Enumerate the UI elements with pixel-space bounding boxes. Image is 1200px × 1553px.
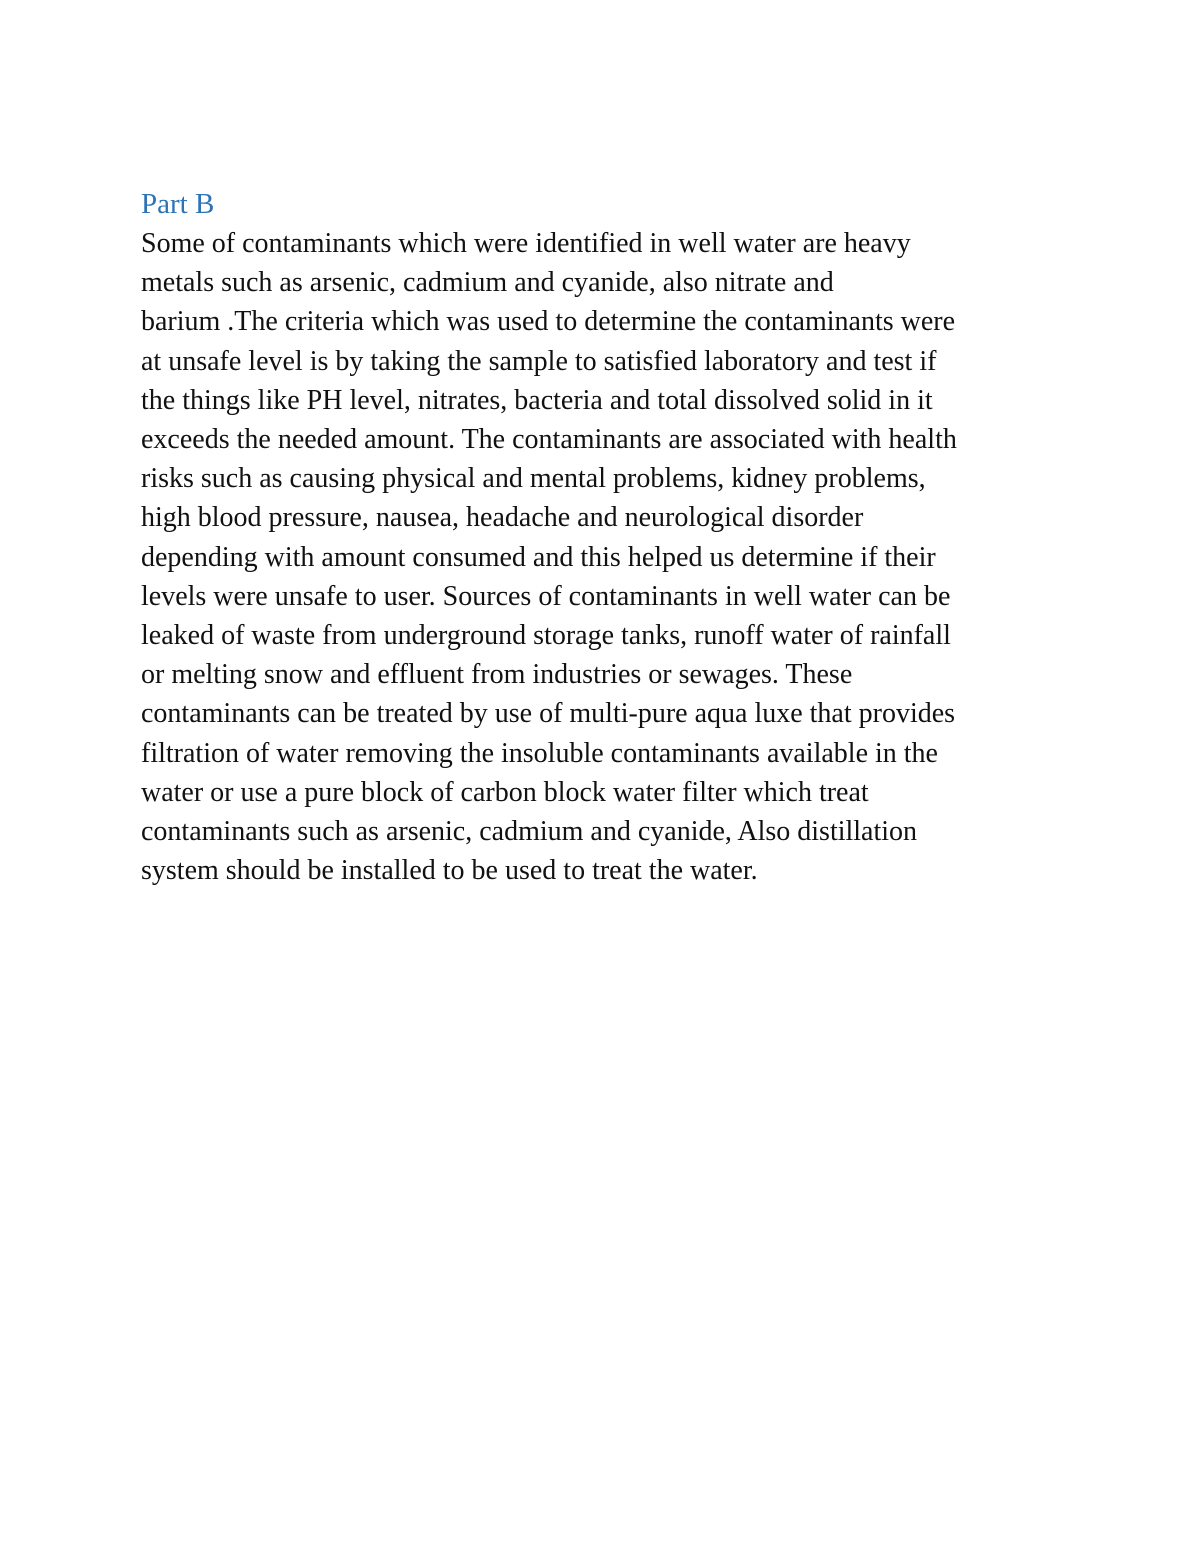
body-paragraph — [141, 224, 1081, 890]
paragraph-line: risks such as causing physical and mental problems, kidney problems, — [141, 463, 926, 495]
paragraph-line: filtration of water removing the insoluble contaminants available in the — [141, 737, 938, 769]
paragraph-line: leaked of waste from underground storage tanks, runoff water of rainfall — [141, 620, 951, 652]
paragraph-line: metals such as arsenic, cadmium and cyanide, also nitrate and — [141, 267, 834, 299]
paragraph-line: system should be installed to be used to treat the water. — [141, 855, 758, 887]
paragraph-line: barium .The criteria which was used to determine the contaminants were — [141, 306, 956, 338]
paragraph-line: at unsafe level is by taking the sample to satisfied laboratory and test if — [141, 345, 937, 377]
paragraph-line: depending with amount consumed and this helped us determine if their — [141, 541, 936, 573]
paragraph-line: contaminants can be treated by use of multi-pure aqua luxe that provides — [141, 698, 956, 730]
paragraph-line: high blood pressure, nausea, headache and neurological disorder — [141, 502, 864, 534]
paragraph-line: levels were unsafe to user. Sources of contaminants in well water can be — [141, 580, 951, 612]
paragraph-line: exceeds the needed amount. The contaminants are associated with health — [141, 424, 957, 456]
paragraph-line: the things like PH level, nitrates, bacteria and total dissolved solid in it — [141, 384, 933, 416]
paragraph-line: water or use a pure block of carbon block water filter which treat — [141, 776, 869, 808]
document-content — [141, 184, 1081, 890]
section-heading: Part B — [141, 188, 215, 220]
paragraph-line: or melting snow and effluent from industries or sewages. These — [141, 659, 853, 691]
paragraph-line: contaminants such as arsenic, cadmium and cyanide, Also distillation — [141, 816, 918, 848]
paragraph-line: Some of contaminants which were identified in well water are heavy — [141, 228, 911, 259]
